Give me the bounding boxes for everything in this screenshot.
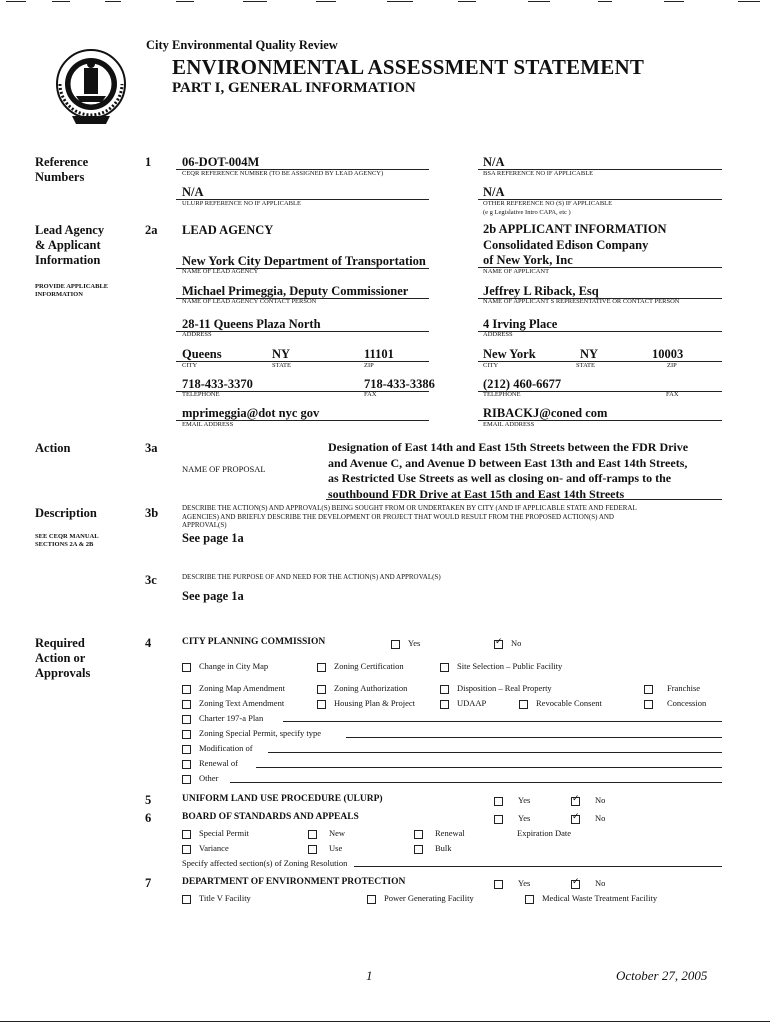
bsa-no-option[interactable] xyxy=(571,813,605,824)
checkbox[interactable] xyxy=(494,797,503,806)
checkbox[interactable] xyxy=(414,830,423,839)
option-label: Change in City Map xyxy=(199,661,269,671)
lead-fax-label: FAX xyxy=(364,391,377,398)
checkbox[interactable] xyxy=(308,845,317,854)
cpc-heading: CITY PLANNING COMMISSION xyxy=(182,637,326,647)
option-renewal[interactable] xyxy=(182,758,238,769)
proposal-line: southbound FDR Drive at East 15th and East 14th Streets xyxy=(328,486,625,501)
instruction-line: DESCRIBE THE ACTION(S) AND APPROVAL(S) BEING SOUGHT FROM OR UNDERTAKEN BY CITY (AND IF APPLICABLE STATE AND FEDERAL xyxy=(182,504,637,512)
applicant-phone-label: TELEPHONE xyxy=(483,391,521,398)
option-title-v-facility[interactable] xyxy=(182,893,251,904)
lead-email-label: EMAIL ADDRESS xyxy=(182,421,234,428)
bsa-yes-option[interactable] xyxy=(494,813,530,824)
city-seal-icon xyxy=(54,44,128,128)
option-label: Yes xyxy=(518,795,531,805)
section-number: 2a xyxy=(145,223,158,237)
dep-no-option[interactable] xyxy=(571,878,605,889)
scan-mark xyxy=(243,1,267,2)
checkbox[interactable] xyxy=(308,830,317,839)
option-new[interactable] xyxy=(308,828,345,839)
lead-phone-label: TELEPHONE xyxy=(182,391,220,398)
option-zoning-text-amendment[interactable] xyxy=(182,698,284,709)
checkbox[interactable] xyxy=(182,715,191,724)
scan-mark xyxy=(458,1,476,2)
option-label: Medical Waste Treatment Facility xyxy=(542,893,658,903)
sidebar-lead-agency: Lead Agency & Applicant Information xyxy=(35,223,105,267)
option-other[interactable] xyxy=(182,773,218,784)
option-label: Other xyxy=(199,773,219,783)
lead-zip[interactable]: 11101 xyxy=(364,347,394,361)
applicant-email-label: EMAIL ADDRESS xyxy=(483,421,535,428)
option-label: Charter 197-a Plan xyxy=(199,713,264,723)
scan-mark xyxy=(664,1,684,2)
option-zoning-special-permit[interactable] xyxy=(182,728,321,739)
proposal-line: Designation of East 14th and East 15th Streets between the FDR Drive xyxy=(328,440,689,454)
section-number: 3c xyxy=(145,573,157,587)
page-title: ENVIRONMENTAL ASSESSMENT STATEMENT xyxy=(172,55,645,79)
applicant-zip-label: ZIP xyxy=(667,362,677,369)
sidebar-reference-numbers: Reference Numbers xyxy=(35,155,89,184)
lead-phone[interactable]: 718-433-3370 xyxy=(182,377,253,391)
checkbox[interactable] xyxy=(182,760,191,769)
ceqr-number-value[interactable]: 06-DOT-004M xyxy=(182,155,260,169)
option-label: Site Selection – Public Facility xyxy=(457,661,563,671)
option-label: Revocable Consent xyxy=(536,698,602,708)
checkbox[interactable] xyxy=(182,663,191,672)
applicant-address-label: ADDRESS xyxy=(483,331,513,338)
sidebar-description: Description xyxy=(35,506,97,520)
checkbox[interactable] xyxy=(440,685,449,694)
program-name: City Environmental Quality Review xyxy=(146,38,338,52)
lead-email[interactable]: mprimeggia@dot nyc gov xyxy=(182,406,320,420)
checkbox[interactable] xyxy=(440,663,449,672)
lead-agency-name-label: NAME OF LEAD AGENCY xyxy=(182,268,259,275)
scan-mark xyxy=(528,1,550,2)
lead-fax[interactable]: 718-433-3386 xyxy=(364,377,435,391)
option-charter-plan[interactable] xyxy=(182,713,263,724)
option-label: Yes xyxy=(518,813,531,823)
checkbox[interactable] xyxy=(317,700,326,709)
applicant-state[interactable]: NY xyxy=(580,347,599,361)
section-number: 3a xyxy=(145,441,158,455)
option-zoning-certification[interactable] xyxy=(317,661,404,672)
proposal-line: and Avenue C, and Avenue D between East 13th and East 14th Streets, xyxy=(328,455,688,470)
section-number: 1 xyxy=(145,155,152,169)
section-number: 6 xyxy=(145,811,152,825)
option-revocable-consent[interactable] xyxy=(519,698,602,709)
ulurp-number-label: ULURP REFERENCE NO IF APPLICABLE xyxy=(182,200,301,207)
checkbox[interactable] xyxy=(525,895,534,904)
scan-mark xyxy=(105,1,121,2)
checkbox-checked[interactable] xyxy=(571,880,580,889)
option-concession[interactable] xyxy=(644,698,706,709)
zoning-resolution-label: Specify affected section(s) of Zoning Resolution xyxy=(182,858,348,868)
document-date: October 27, 2005 xyxy=(616,968,708,983)
section-number: 7 xyxy=(145,876,152,890)
bsa-heading: BOARD OF STANDARDS AND APPEALS xyxy=(182,812,359,822)
lead-contact-label: NAME OF LEAD AGENCY CONTACT PERSON xyxy=(182,298,317,305)
applicant-name-line2[interactable]: of New York, Inc xyxy=(483,253,573,267)
option-zoning-map-amendment[interactable] xyxy=(182,683,285,694)
applicant-zip[interactable]: 10003 xyxy=(652,347,684,361)
lead-address-label: ADDRESS xyxy=(182,331,212,338)
ulurp-no-option[interactable] xyxy=(571,795,605,806)
scan-mark xyxy=(52,1,70,2)
applicant-fax-label: FAX xyxy=(666,391,679,398)
checkbox[interactable] xyxy=(182,845,191,854)
option-label: Housing Plan & Project xyxy=(334,698,415,708)
ceqr-number-label: CEQR REFERENCE NUMBER (TO BE ASSIGNED BY LEAD AGENCY) xyxy=(182,170,384,177)
sidebar-description-note: SEE CEQR MANUAL SECTIONS 2A & 2B xyxy=(35,533,99,548)
applicant-heading: 2b APPLICANT INFORMATION xyxy=(483,222,667,236)
applicant-email[interactable]: RIBACKJ@coned com xyxy=(483,406,608,420)
applicant-address[interactable]: 4 Irving Place xyxy=(483,317,558,331)
option-udaap[interactable] xyxy=(440,698,486,709)
option-label: Special Permit xyxy=(199,828,249,838)
option-label: Variance xyxy=(199,843,229,853)
action-description-instructions xyxy=(182,504,722,530)
option-medical-waste[interactable] xyxy=(525,893,657,904)
option-housing-plan[interactable] xyxy=(317,698,415,709)
lead-zip-label: ZIP xyxy=(364,362,374,369)
cpc-yes-option[interactable] xyxy=(391,638,420,649)
ulurp-yes-option[interactable] xyxy=(494,795,530,806)
checkbox[interactable] xyxy=(182,775,191,784)
scan-mark xyxy=(598,1,612,2)
purpose-value[interactable]: See page 1a xyxy=(182,589,244,603)
option-use[interactable] xyxy=(308,843,342,854)
lead-agency-heading: LEAD AGENCY xyxy=(182,223,274,237)
option-label: No xyxy=(511,638,522,648)
option-modification[interactable] xyxy=(182,743,253,754)
other-number-note: (e g Legislative Intro CAPA, etc ) xyxy=(483,209,571,216)
option-label: Power Generating Facility xyxy=(384,893,474,903)
applicant-phone[interactable]: (212) 460-6677 xyxy=(483,377,562,391)
scan-mark xyxy=(316,1,336,2)
option-disposition[interactable] xyxy=(440,683,552,694)
applicant-city[interactable]: New York xyxy=(483,347,536,361)
other-number-label: OTHER REFERENCE NO (S) IF APPLICABLE xyxy=(483,200,613,207)
section-number: 3b xyxy=(145,506,159,520)
ulurp-number-value[interactable]: N/A xyxy=(182,185,204,199)
section-number: 5 xyxy=(145,793,152,807)
option-label: No xyxy=(595,813,606,823)
option-franchise[interactable] xyxy=(644,683,700,694)
checkbox[interactable] xyxy=(414,845,423,854)
option-change-city-map[interactable] xyxy=(182,661,268,672)
other-number-value[interactable]: N/A xyxy=(483,185,505,199)
purpose-instructions: DESCRIBE THE PURPOSE OF AND NEED FOR THE ACTION(S) AND APPROVAL(S) xyxy=(182,573,441,581)
option-bulk[interactable] xyxy=(414,843,452,854)
lead-city[interactable]: Queens xyxy=(182,347,222,361)
dep-heading: DEPARTMENT OF ENVIRONMENT PROTECTION xyxy=(182,877,406,887)
option-zoning-authorization[interactable] xyxy=(317,683,407,694)
applicant-rep-name[interactable]: Jeffrey L Riback, Esq xyxy=(483,284,599,298)
scan-mark xyxy=(387,1,413,2)
checkbox[interactable] xyxy=(182,895,191,904)
scan-mark xyxy=(176,1,194,2)
option-label: Zoning Map Amendment xyxy=(199,683,285,693)
sidebar-lead-note: PROVIDE APPLICABLE INFORMATION xyxy=(35,283,109,298)
page-subtitle: PART I, GENERAL INFORMATION xyxy=(172,80,416,96)
option-label: Yes xyxy=(518,878,531,888)
scan-mark xyxy=(738,1,760,2)
option-label: Zoning Authorization xyxy=(334,683,408,693)
option-label: Disposition – Real Property xyxy=(457,683,552,693)
option-label: Bulk xyxy=(435,843,452,853)
section-number: 4 xyxy=(145,636,152,650)
option-label: No xyxy=(595,878,606,888)
checkbox[interactable] xyxy=(494,815,503,824)
lead-city-label: CITY xyxy=(182,362,198,369)
option-label: Zoning Certification xyxy=(334,661,404,671)
checkbox[interactable] xyxy=(519,700,528,709)
ulurp-heading: UNIFORM LAND USE PROCEDURE (ULURP) xyxy=(182,794,383,804)
checkbox[interactable] xyxy=(182,730,191,739)
option-label: Use xyxy=(329,843,343,853)
option-label: Concession xyxy=(667,698,707,708)
checkbox-checked[interactable] xyxy=(571,815,580,824)
option-power-generating[interactable] xyxy=(367,893,474,904)
checkbox[interactable] xyxy=(644,685,653,694)
checkbox[interactable] xyxy=(182,830,191,839)
option-renewal-bsa[interactable] xyxy=(414,828,465,839)
bsa-number-label: BSA REFERENCE NO IF APPLICABLE xyxy=(483,170,594,177)
applicant-name-line1[interactable]: Consolidated Edison Company xyxy=(483,238,649,252)
proposal-name-value[interactable] xyxy=(328,440,722,502)
bsa-number-value[interactable]: N/A xyxy=(483,155,505,169)
applicant-state-label: STATE xyxy=(576,362,595,369)
proposal-line: as Restricted Use Streets as well as closing on- and off-ramps to the xyxy=(328,471,672,485)
option-label: UDAAP xyxy=(457,698,487,708)
instruction-line: AGENCIES) AND BRIEFLY DESCRIBE THE DEVELOPMENT OR PROJECT THAT WOULD RESULT FROM THE PROPOSED ACTION(S) AND xyxy=(182,512,614,521)
option-label: Franchise xyxy=(667,683,701,693)
checkbox[interactable] xyxy=(494,880,503,889)
checkbox[interactable] xyxy=(440,700,449,709)
applicant-city-label: CITY xyxy=(483,362,499,369)
option-site-selection[interactable] xyxy=(440,661,562,672)
option-special-permit[interactable] xyxy=(182,828,249,839)
applicant-name-label: NAME OF APPLICANT xyxy=(483,268,550,275)
checkbox[interactable] xyxy=(317,663,326,672)
checkbox[interactable] xyxy=(317,685,326,694)
expiration-date-label: Expiration Date xyxy=(517,828,572,838)
checkbox[interactable] xyxy=(644,700,653,709)
scan-mark xyxy=(6,1,26,2)
lead-state-label: STATE xyxy=(272,362,291,369)
checkbox[interactable] xyxy=(182,685,191,694)
checkbox[interactable] xyxy=(367,895,376,904)
lead-agency-name[interactable]: New York City Department of Transportation xyxy=(182,254,426,268)
dep-yes-option[interactable] xyxy=(494,878,530,889)
option-label: Modification of xyxy=(199,743,253,753)
lead-contact-name[interactable]: Michael Primeggia, Deputy Commissioner xyxy=(182,284,409,298)
checkbox[interactable] xyxy=(391,640,400,649)
option-label: Yes xyxy=(408,638,421,648)
applicant-rep-label: NAME OF APPLICANT S REPRESENTATIVE OR CONTACT PERSON xyxy=(483,298,680,305)
option-label: Zoning Text Amendment xyxy=(199,698,285,708)
option-label: Renewal of xyxy=(199,758,238,768)
checkbox[interactable] xyxy=(182,745,191,754)
checkbox[interactable] xyxy=(182,700,191,709)
instruction-line: APPROVAL(S) xyxy=(182,521,227,529)
option-label: Title V Facility xyxy=(199,893,251,903)
sidebar-action: Action xyxy=(35,441,71,455)
lead-state[interactable]: NY xyxy=(272,347,291,361)
sidebar-required-approvals: Required Action or Approvals xyxy=(35,636,91,680)
cpc-no-option[interactable] xyxy=(494,638,521,649)
proposal-name-label: NAME OF PROPOSAL xyxy=(182,464,266,474)
option-label: No xyxy=(595,795,606,805)
lead-address[interactable]: 28-11 Queens Plaza North xyxy=(182,317,321,331)
option-label: Renewal xyxy=(435,828,465,838)
option-variance[interactable] xyxy=(182,843,229,854)
checkbox-checked[interactable] xyxy=(494,640,503,649)
checkbox-checked[interactable] xyxy=(571,797,580,806)
page-number: 1 xyxy=(366,968,373,983)
option-label: New xyxy=(329,828,346,838)
action-description-value[interactable]: See page 1a xyxy=(182,531,244,545)
option-label: Zoning Special Permit, specify type xyxy=(199,728,322,738)
